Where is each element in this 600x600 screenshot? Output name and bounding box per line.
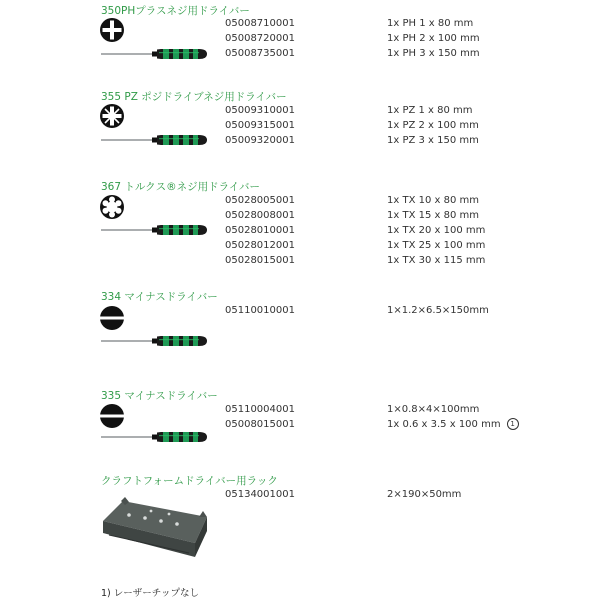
article-codes (225, 103, 295, 148)
spec: 1x TX 10 x 80 mm (387, 195, 479, 206)
spec: 1x PH 3 x 150 mm (387, 48, 480, 59)
article-code: 05008735001 (225, 48, 295, 59)
article-code: 05110010001 (225, 305, 295, 316)
footnote: 1) レーザーチップなし (101, 588, 199, 599)
spec: 1x PZ 3 x 150 mm (387, 135, 479, 146)
article-code: 05008015001 (225, 419, 295, 430)
section-title: 350PHプラスネジ用ドライバー (101, 5, 250, 17)
spec: 1x 0.6 x 3.5 x 100 mm (387, 419, 501, 430)
specifications (387, 103, 479, 148)
spec-with-note (387, 417, 519, 432)
article-code: 05028008001 (225, 210, 295, 221)
article-code: 05110004001 (225, 404, 295, 415)
spec: 1×0.8×4×100mm (387, 404, 480, 415)
spec: 2×190×50mm (387, 489, 462, 500)
article-codes (225, 303, 295, 318)
section-title: 367 トルクス®ネジ用ドライバー (101, 181, 261, 193)
section-title: 355 PZ ポジドライブネジ用ドライバー (101, 91, 287, 103)
section-title: クラフトフォームドライバー用ラック (101, 475, 278, 487)
spec: 1x PZ 1 x 80 mm (387, 105, 473, 116)
spec: 1x TX 15 x 80 mm (387, 210, 479, 221)
article-codes (225, 16, 295, 61)
article-code: 05028010001 (225, 225, 295, 236)
article-code: 05134001001 (225, 489, 295, 500)
specifications (387, 303, 489, 318)
rack-image (99, 495, 211, 563)
screwdriver-image (99, 132, 209, 148)
article-code: 05008720001 (225, 33, 295, 44)
spec: 1x PH 1 x 80 mm (387, 18, 474, 29)
footnote-marker: 1 (507, 418, 519, 430)
specifications (387, 487, 461, 502)
specifications (387, 193, 485, 268)
spec: 1x PZ 2 x 100 mm (387, 120, 479, 131)
article-codes (225, 487, 295, 502)
screwdriver-image (99, 333, 209, 349)
slotted-tip-icon (99, 305, 125, 331)
article-code: 05009310001 (225, 105, 295, 116)
spec: 1x TX 30 x 115 mm (387, 255, 486, 266)
torx-tip-icon (99, 194, 125, 220)
screwdriver-image (99, 222, 209, 238)
spec: 1x PH 2 x 100 mm (387, 33, 480, 44)
specifications (387, 16, 480, 61)
spec: 1x TX 25 x 100 mm (387, 240, 486, 251)
article-code: 05009315001 (225, 120, 295, 131)
phillips-tip-icon (99, 17, 125, 43)
pozidriv-tip-icon (99, 103, 125, 129)
article-code: 05028012001 (225, 240, 295, 251)
article-codes (225, 193, 295, 268)
article-code: 05028005001 (225, 195, 295, 206)
section-title: 335 マイナスドライバー (101, 390, 218, 402)
screwdriver-image (99, 429, 209, 445)
screwdriver-image (99, 46, 209, 62)
spec: 1×1.2×6.5×150mm (387, 305, 489, 316)
spec: 1x TX 20 x 100 mm (387, 225, 486, 236)
article-code: 05028015001 (225, 255, 295, 266)
article-codes (225, 402, 295, 432)
article-code: 05008710001 (225, 18, 295, 29)
section-title: 334 マイナスドライバー (101, 291, 218, 303)
slotted-tip-icon (99, 403, 125, 429)
specifications (387, 402, 519, 432)
article-code: 05009320001 (225, 135, 295, 146)
